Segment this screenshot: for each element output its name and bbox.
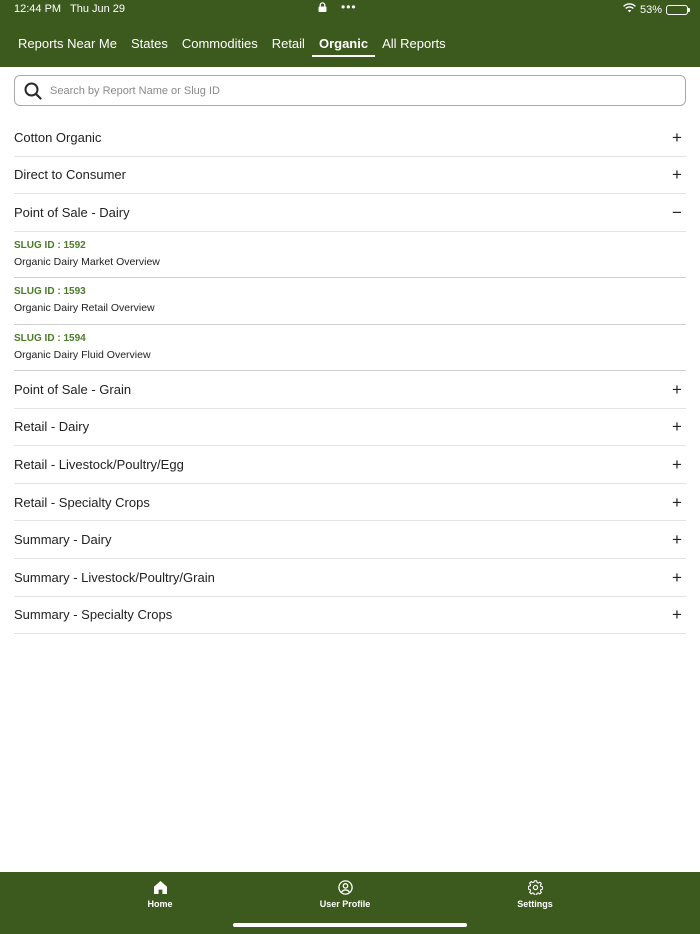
section-label: Retail - Dairy — [14, 419, 90, 435]
report-slug-id: SLUG ID : 1594 — [14, 332, 86, 344]
expand-plus-icon[interactable]: + — [672, 605, 682, 625]
lock-icon — [318, 2, 327, 12]
section-summary-dairy[interactable] — [14, 521, 686, 559]
section-label: Cotton Organic — [14, 129, 102, 145]
report-category-tabs — [11, 30, 453, 57]
battery-icon — [666, 5, 688, 15]
wifi-icon — [623, 3, 636, 16]
section-label: Summary - Livestock/Poultry/Grain — [14, 569, 215, 585]
tab-settings[interactable] — [475, 880, 595, 909]
search-input[interactable] — [50, 85, 685, 97]
home-indicator[interactable] — [233, 923, 467, 927]
expand-plus-icon[interactable]: + — [672, 417, 682, 437]
section-summary-livestock-poultry-grain[interactable] — [14, 559, 686, 597]
section-retail-dairy[interactable] — [14, 409, 686, 447]
section-label: Direct to Consumer — [14, 167, 126, 183]
report-title: Organic Dairy Fluid Overview — [14, 348, 151, 361]
report-item[interactable] — [14, 278, 686, 324]
search-bar — [14, 75, 686, 106]
section-retail-livestock-poultry-egg[interactable] — [14, 446, 686, 484]
report-title: Organic Dairy Market Overview — [14, 255, 160, 268]
app-header — [0, 0, 700, 67]
organic-report-list — [14, 119, 686, 634]
home-icon — [100, 880, 220, 895]
status-date: Thu Jun 29 — [70, 3, 126, 15]
section-label: Point of Sale - Grain — [14, 381, 132, 397]
tab-home[interactable] — [100, 880, 220, 909]
report-title: Organic Dairy Retail Overview — [14, 302, 155, 315]
section-label: Retail - Specialty Crops — [14, 494, 150, 510]
status-time: 12:44 PM — [14, 3, 62, 15]
tab-settings-label: Settings — [517, 899, 553, 909]
report-slug-id: SLUG ID : 1592 — [14, 239, 86, 251]
collapse-minus-icon[interactable]: − — [672, 202, 682, 222]
gear-icon — [475, 880, 595, 895]
expand-plus-icon[interactable]: + — [672, 492, 682, 512]
tab-user-profile[interactable] — [285, 880, 405, 909]
tab-user-profile-label: User Profile — [319, 899, 371, 909]
status-center — [318, 2, 357, 12]
expand-plus-icon[interactable]: + — [672, 454, 682, 474]
status-right — [623, 3, 688, 16]
section-point-of-sale-grain[interactable] — [14, 371, 686, 409]
tab-organic[interactable]: Organic — [312, 30, 375, 57]
search-icon — [16, 75, 50, 106]
section-label: Point of Sale - Dairy — [14, 204, 130, 220]
tab-reports-near-me[interactable]: Reports Near Me — [18, 36, 117, 51]
expand-plus-icon[interactable]: + — [672, 530, 682, 550]
section-label: Summary - Specialty Crops — [14, 607, 173, 623]
expand-plus-icon[interactable]: + — [672, 567, 682, 587]
tab-commodities[interactable]: Commodities — [181, 36, 258, 51]
section-cotton-organic[interactable] — [14, 119, 686, 157]
section-point-of-sale-dairy[interactable] — [14, 194, 686, 232]
section-label: Retail - Livestock/Poultry/Egg — [14, 456, 184, 472]
status-bar — [0, 0, 700, 20]
report-item[interactable] — [14, 325, 686, 371]
section-label: Summary - Dairy — [14, 532, 112, 548]
expand-plus-icon[interactable]: + — [672, 165, 682, 185]
section-direct-to-consumer[interactable] — [14, 157, 686, 195]
report-item[interactable] — [14, 232, 686, 278]
expand-plus-icon[interactable]: + — [672, 379, 682, 399]
multitask-dots-icon[interactable]: ••• — [341, 0, 357, 14]
expand-plus-icon[interactable]: + — [672, 127, 682, 147]
tab-all-reports[interactable]: All Reports — [382, 36, 446, 51]
tab-retail[interactable]: Retail — [271, 36, 305, 51]
report-slug-id: SLUG ID : 1593 — [14, 286, 86, 298]
battery-percent: 53% — [639, 3, 662, 16]
tab-states[interactable]: States — [130, 36, 168, 51]
section-summary-specialty-crops[interactable] — [14, 597, 686, 635]
tab-home-label: Home — [147, 899, 173, 909]
user-profile-icon — [285, 880, 405, 895]
section-retail-specialty-crops[interactable] — [14, 484, 686, 522]
bottom-tab-bar — [0, 872, 700, 934]
